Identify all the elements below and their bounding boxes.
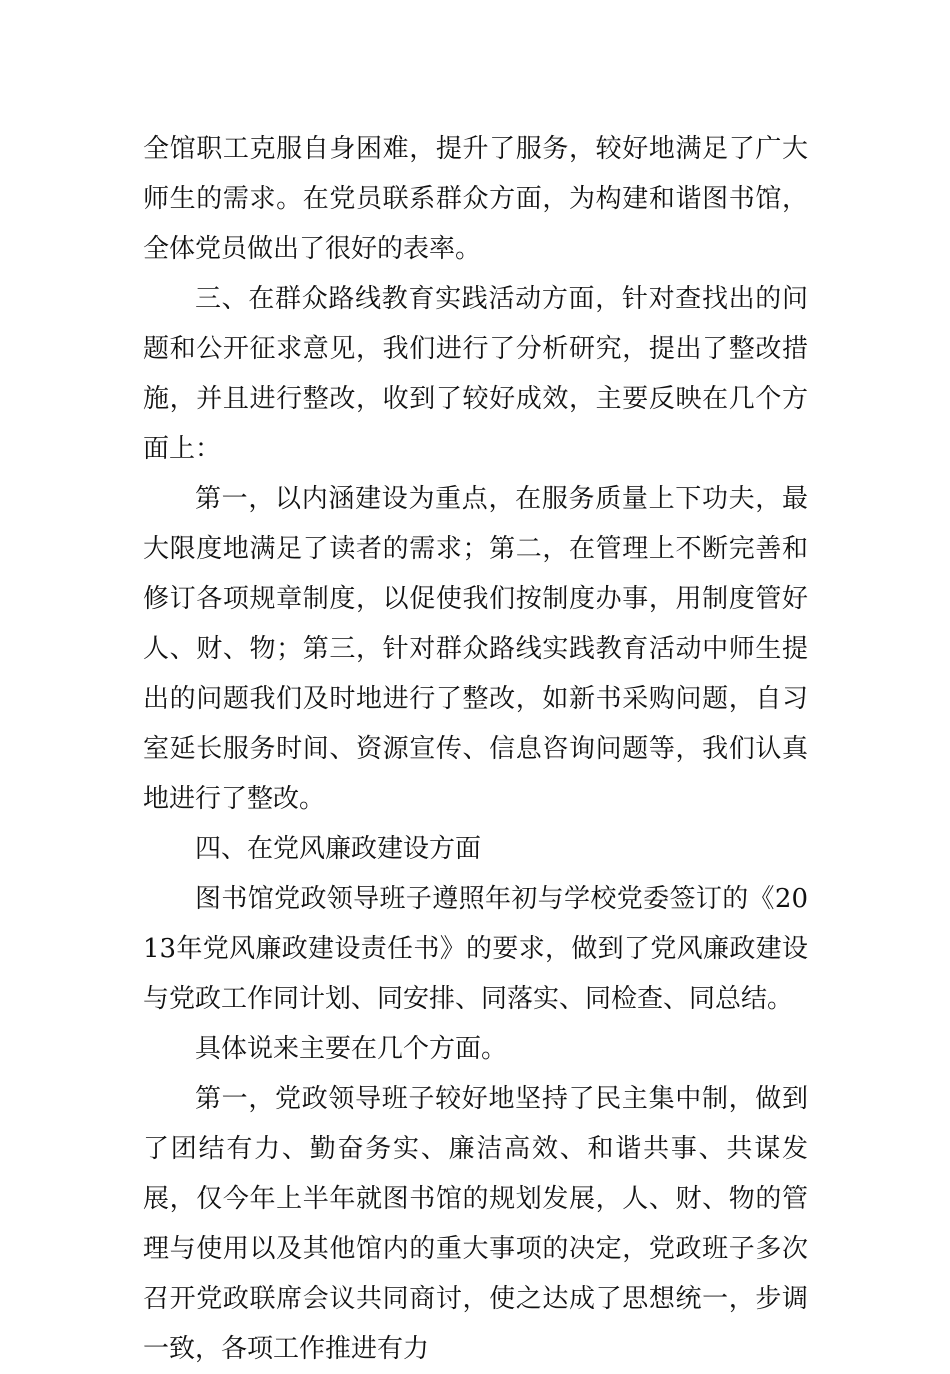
document-body	[143, 124, 808, 1374]
paragraph-section-three: 三、在群众路线教育实践活动方面，针对查找出的问题和公开征求意见，我们进行了分析研究，提出了整改措施，并且进行整改，收到了较好成效，主要反映在几个方面上：	[143, 284, 808, 464]
paragraph-continuation: 全馆职工克服自身困难，提升了服务，较好地满足了广大师生的需求。在党员联系群众方面，为构建和谐图书馆，全体党员做出了很好的表率。	[143, 134, 808, 264]
paragraph-section-four-first: 第一，党政领导班子较好地坚持了民主集中制，做到了团结有力、勤奋务实、廉洁高效、和谐共事、共谋发展，仅今年上半年就图书馆的规划发展，人、财、物的管理与使用以及其他馆内的重大事项的决定，党政班子多次召开党政联席会议共同商讨，使之达成了思想统一，步调一致，各项工作推进有力	[143, 1084, 808, 1364]
paragraph-section-four-lead: 具体说来主要在几个方面。	[195, 1034, 508, 1064]
paragraph-section-four-intro: 图书馆党政领导班子遵照年初与学校党委签订的《2013年党风廉政建设责任书》的要求，做到了党风廉政建设与党政工作同计划、同安排、同落实、同检查、同总结。	[143, 884, 808, 1014]
section-heading-four: 四、在党风廉政建设方面	[195, 834, 482, 864]
paragraph-section-three-details: 第一，以内涵建设为重点，在服务质量上下功夫，最大限度地满足了读者的需求；第二，在管理上不断完善和修订各项规章制度，以促使我们按制度办事，用制度管好人、财、物；第三，针对群众路线实践教育活动中师生提出的问题我们及时地进行了整改，如新书采购问题，自习室延长服务时间、资源宣传、信息咨询问题等，我们认真地进行了整改。	[143, 484, 808, 814]
